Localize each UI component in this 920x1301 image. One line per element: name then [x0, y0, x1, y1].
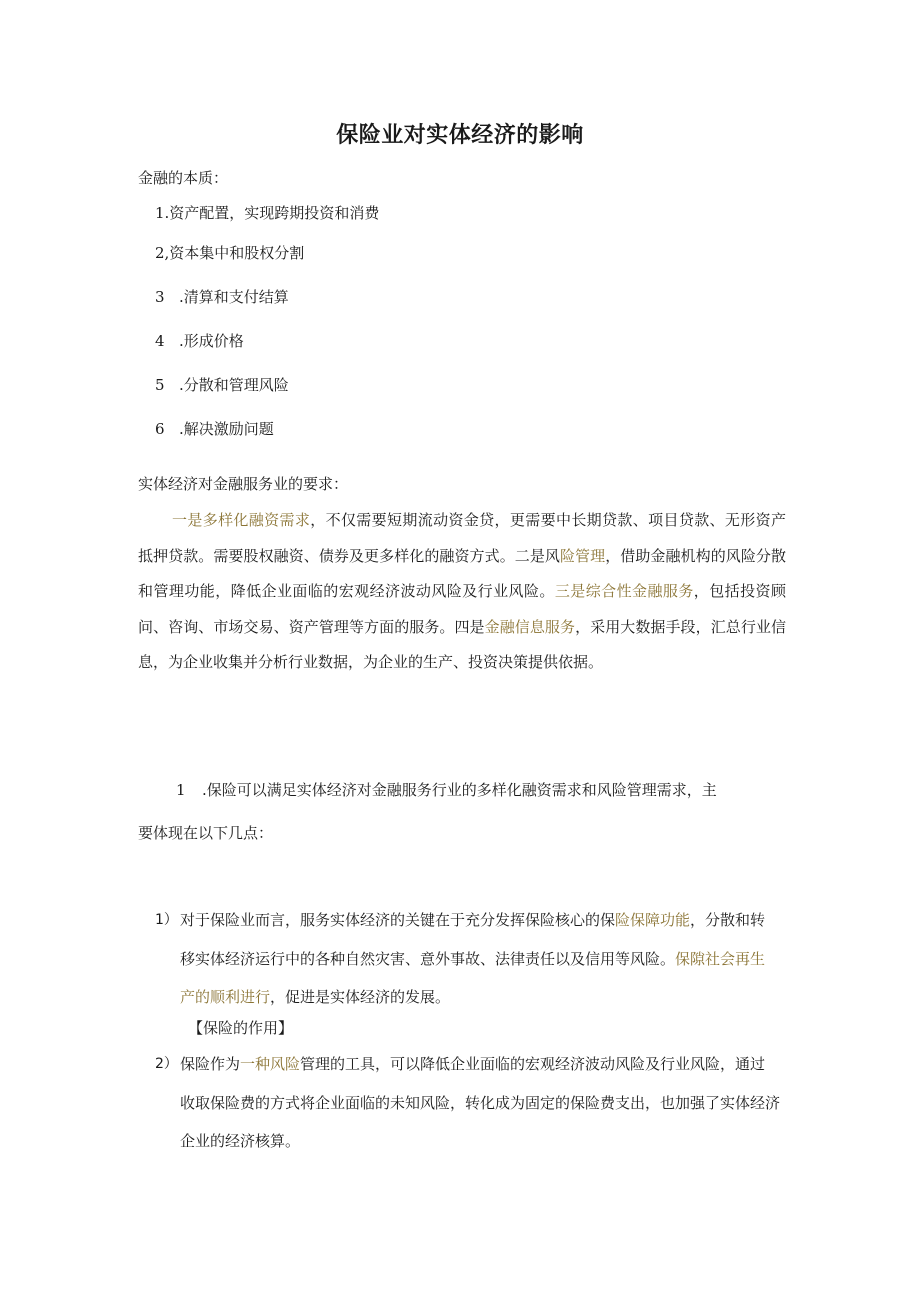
essence-item-5 [155, 374, 289, 396]
seg: 一是多样化融资需求 [172, 511, 311, 529]
seg: 一种风险 [240, 1055, 301, 1073]
item-number: 6 [155, 420, 165, 438]
seg: 对于保险业而言，服务实体经济的关键在于充分发挥保险核心的保 [180, 911, 616, 929]
seg: ，包括投资顾问、咨询、市场交易、资产管理等方面的服务。四是 [138, 582, 786, 636]
document-title: 保险业对实体经济的影响 [336, 122, 584, 148]
seg: ，分散和转移实体经济运行中的各种自然灾害、意外事故、法律责任以及信用等风险。 [180, 911, 766, 968]
seg: 管理的工具，可以降低企业面临的宏观经济波动风险及行业风险，通过收取保险费的方式将企业面临的未知风险，转化成为固定的保险费支出，也加强了实体经济企业的经济核算。 [180, 1055, 781, 1150]
seg: 三是综合性金融服务 [554, 582, 694, 600]
section1-line1 [176, 779, 717, 801]
seg: ，采用大数据手段，汇总行业信息，为企业收集并分析行业数据，为企业的生产、投资决策提供依据。 [138, 617, 786, 671]
point1-paragraph [180, 901, 780, 1017]
essence-item-4 [155, 330, 244, 352]
seg: 保险作为 [180, 1055, 241, 1073]
item-number: 3 [155, 288, 165, 306]
section-number: 1 [176, 781, 186, 799]
seg: 金融信息服务 [484, 617, 576, 636]
item-text: .形成价格 [179, 332, 244, 350]
essence-heading: 金融的本质： [138, 169, 229, 187]
seg: 险保障功能 [615, 911, 691, 929]
section1-line2: 要体现在以下几点： [138, 824, 274, 842]
seg: ，不仅需要短期流动资金贷，更需要中长期贷款、项目贷款、无形资产抵押贷款。需要股权融资、债券及更多样化的融资方式。二是风 [138, 511, 786, 565]
item-text: .分散和管理风险 [179, 376, 289, 394]
seg: ，借助金融机构的风险分散和管理功能，降低企业面临的宏观经济波动风险及行业风险。 [138, 546, 786, 600]
insurance-role-label: 【保险的作用】 [188, 1019, 294, 1037]
item-text: .清算和支付结算 [179, 288, 289, 306]
section1-text: .保险可以满足实体经济对金融服务行业的多样化融资需求和风险管理需求，主 [202, 781, 717, 799]
point1-number: 1） [155, 912, 178, 928]
seg: ，促进是实体经济的发展。 [270, 988, 451, 1006]
point2-number: 2） [155, 1056, 178, 1072]
item-text: .解决激励问题 [179, 420, 274, 438]
item-number: 5 [155, 376, 165, 394]
point2-paragraph [180, 1045, 780, 1161]
essence-item-2: 2,资本集中和股权分割 [155, 244, 305, 262]
essence-item-1: 1.资产配置，实现跨期投资和消费 [155, 204, 380, 222]
seg: 保隙社会再生产的顺利进行 [180, 949, 766, 1006]
seg: 险管理 [559, 546, 606, 565]
item-number: 4 [155, 332, 165, 350]
requirements-paragraph [138, 503, 786, 681]
essence-item-3 [155, 286, 289, 308]
requirements-heading: 实体经济对金融服务业的要求： [138, 475, 349, 493]
essence-item-6 [155, 418, 274, 440]
